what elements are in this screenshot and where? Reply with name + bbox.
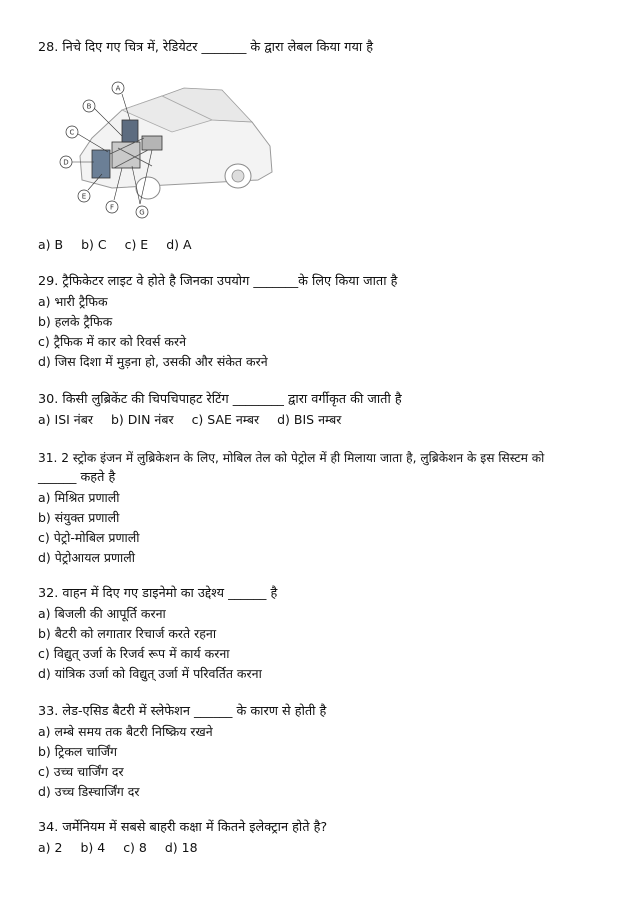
question-28 bbox=[38, 38, 608, 58]
option-c[interactable]: c) पेट्रो-मोबिल प्रणाली bbox=[38, 530, 140, 545]
label-g-text: G bbox=[139, 208, 145, 217]
question-28-options bbox=[38, 235, 608, 255]
question-30 bbox=[38, 390, 608, 430]
option-d[interactable]: d) यांत्रिक उर्जा को विद्युत् उर्जा में परिवर्तित करना bbox=[38, 666, 262, 681]
question-29-text: 29. ट्रैफिकेटर लाइट वे होते है जिनका उपयोग _______के लिए किया जाता है bbox=[38, 274, 398, 289]
label-a-text: A bbox=[115, 84, 121, 93]
question-31 bbox=[38, 448, 608, 568]
option-c[interactable]: c) उच्च चार्जिंग दर bbox=[38, 764, 124, 779]
question-34-options bbox=[38, 838, 608, 858]
option-d[interactable]: d) 18 bbox=[164, 840, 198, 855]
label-f-text: F bbox=[109, 203, 115, 212]
option-a[interactable]: a) B bbox=[38, 237, 64, 252]
option-b[interactable]: b) संयुक्त प्रणाली bbox=[38, 510, 120, 525]
option-b[interactable]: b) बैटरी को लगातार रिचार्ज करते रहना bbox=[38, 626, 217, 641]
question-30-text: 30. किसी लुब्रिकेंट की चिपचिपाहट रेटिंग ________ द्वारा वर्गीकृत की जाती है bbox=[38, 392, 402, 407]
option-c[interactable]: c) E bbox=[124, 237, 149, 252]
question-33-text: 33. लेड-एसिड बैटरी में स्लेफेशन ______ के कारण से होती है bbox=[38, 704, 327, 719]
option-c[interactable]: c) ट्रैफिक में कार को रिवर्स करने bbox=[38, 334, 187, 349]
question-33 bbox=[38, 702, 608, 802]
option-d[interactable]: d) पेट्रोआयल प्रणाली bbox=[38, 550, 135, 565]
option-c[interactable]: c) 8 bbox=[123, 840, 147, 855]
question-30-options bbox=[38, 410, 608, 430]
question-31-text-cont: ______ कहते है bbox=[38, 470, 116, 485]
car-engine-diagram bbox=[52, 76, 282, 228]
option-d[interactable]: d) उच्च डिस्चार्जिंग दर bbox=[38, 784, 140, 799]
question-29 bbox=[38, 272, 608, 372]
option-c[interactable]: c) विद्युत् उर्जा के रिजर्व रूप में कार्य करना bbox=[38, 646, 230, 661]
option-d[interactable]: d) BIS नम्बर bbox=[277, 412, 342, 427]
option-b[interactable]: b) C bbox=[81, 237, 107, 252]
question-32 bbox=[38, 584, 608, 684]
option-a[interactable]: a) बिजली की आपूर्ति करना bbox=[38, 606, 166, 621]
option-c[interactable]: c) SAE नम्बर bbox=[191, 412, 260, 427]
option-d[interactable]: d) जिस दिशा में मुड़ना हो, उसकी और संकेत करने bbox=[38, 354, 268, 369]
option-a[interactable]: a) मिश्रित प्रणाली bbox=[38, 490, 120, 505]
question-32-text: 32. वाहन में दिए गए डाइनेमो का उद्देश्य ______ है bbox=[38, 586, 278, 601]
option-a[interactable]: a) ISI नंबर bbox=[38, 412, 93, 427]
option-a[interactable]: a) भारी ट्रैफिक bbox=[38, 294, 108, 309]
question-34-text: 34. जर्मेनियम में सबसे बाहरी कक्षा में कितने इलेक्ट्रान होते है? bbox=[38, 820, 328, 835]
question-28-text: 28. निचे दिए गए चित्र में, रेडियेटर _______ के द्वारा लेबल किया गया है bbox=[38, 40, 374, 55]
option-b[interactable]: b) 4 bbox=[80, 840, 106, 855]
option-b[interactable]: b) DIN नंबर bbox=[110, 412, 174, 427]
option-d[interactable]: d) A bbox=[166, 237, 192, 252]
car-illustration bbox=[52, 76, 282, 228]
label-e-text: E bbox=[81, 192, 87, 201]
label-b-text: B bbox=[86, 102, 92, 111]
question-31-text: 31. 2 स्ट्रोक इंजन में लुब्रिकेशन के लिए, मोबिल तेल को पेट्रोल में ही मिलाया जाता है, लुब्रिकेशन के इस सिस्टम को bbox=[38, 451, 545, 465]
option-b[interactable]: b) हलके ट्रैफिक bbox=[38, 314, 113, 329]
label-d-text: D bbox=[63, 158, 69, 167]
label-c-text: C bbox=[69, 128, 75, 137]
option-b[interactable]: b) ट्रिकल चार्जिंग bbox=[38, 744, 118, 759]
option-a[interactable]: a) 2 bbox=[38, 840, 63, 855]
question-34 bbox=[38, 818, 608, 858]
option-a[interactable]: a) लम्बे समय तक बैटरी निष्क्रिय रखने bbox=[38, 724, 213, 739]
